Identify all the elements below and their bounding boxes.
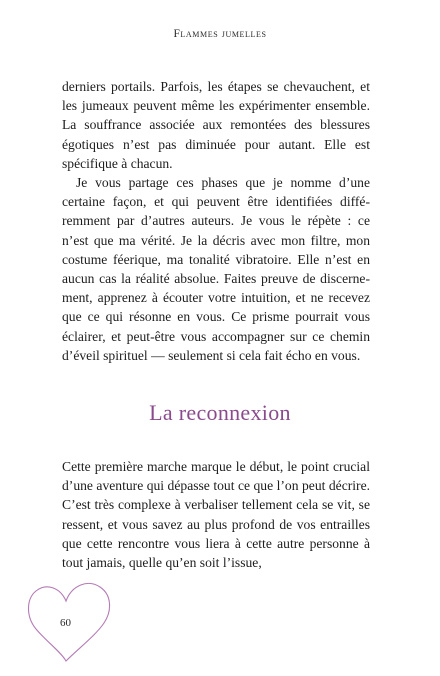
text-block-upper [62,77,370,365]
running-header: Flammes jumelles [173,28,267,40]
paragraph: derniers portails. Parfois, les étapes se chevauchent, et les jumeaux peuvent même les expérimenter ensemble. La souffrance associée aux remontées des blessures égotiques n’est pas diminuée pour autant. Elle est spécifique à chacun. [62,79,370,171]
text-block-lower [62,457,370,572]
paragraph: Cette première marche marque le début, le point crucial d’une aventure qui dépasse tout ce que l’on peut décrire. C’est très complexe à verbaliser tellement cela se vit, se ressent, et vous savez au plus profond de vos entrailles que cette rencontre vous liera à cette autre personne à tout jamais, quelle qu’en soit l’issue, [62,459,370,571]
paragraph: Je vous partage ces phases que je nomme d’une certaine façon, et qui peuvent être identifiées différemment par d’autres auteurs. Je vous le répète : ce n’est que ma vérité. Je la décris avec mon filtre, mon costume féerique, ma tonalité vibratoire. Elle n’est en aucun cas la réalité absolue. Faites preuve de discernement, apprenez à écouter votre intuition, et ne recevez que ce qui résonne en vous. Ce prisme pourrait vous éclairer, et peut-être vous accompagner sur ce chemin d’éveil spirituel — seulement si cela fait écho en vous. [62,175,370,363]
page-number: 60 [60,617,71,629]
section-heading: La reconnexion [149,400,291,425]
